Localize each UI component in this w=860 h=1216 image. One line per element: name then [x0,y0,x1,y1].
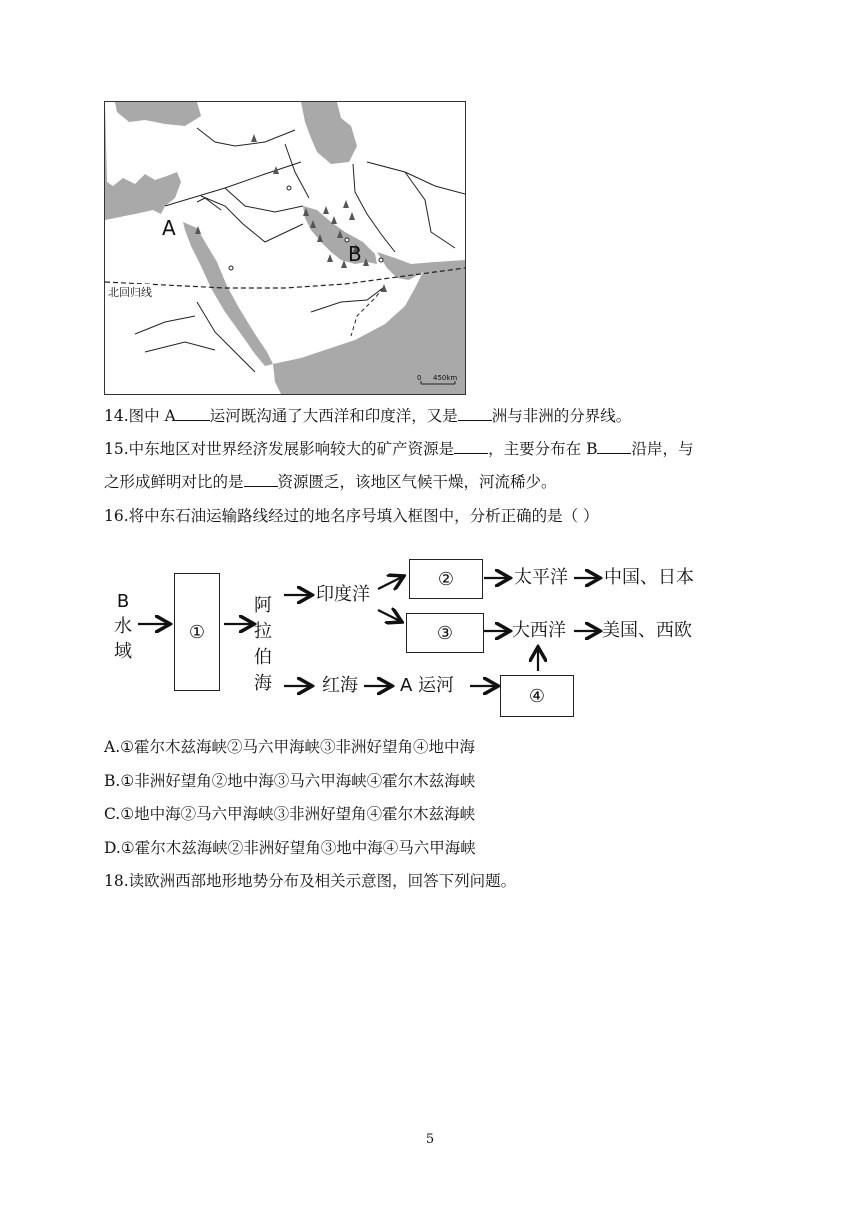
caspian-sea [301,102,357,164]
destination-atlantic: 美国、西欧 [602,620,692,641]
answer-blank[interactable] [597,439,631,454]
arabian-sea-label: 阿 拉 伯 海 [254,595,272,694]
destination-pacific: 中国、日本 [604,567,694,588]
page-number: 5 [425,1132,435,1147]
question-16: 16.将中东石油运输路线经过的地名序号填入框图中，分析正确的是（ ） [104,507,599,525]
answer-box-2[interactable]: ② [409,559,483,599]
b-water-label: B 水 域 [114,591,132,662]
answer-blank[interactable] [458,406,492,421]
atlantic-label: 大西洋 [512,620,566,641]
answer-box-1[interactable]: ① [174,573,220,691]
scale-text: 450km [433,374,458,382]
answer-blank[interactable] [176,406,210,421]
option-d[interactable]: D.①霍尔木兹海峡②非洲好望角③地中海④马六甲海峡 [104,839,476,857]
answer-box-4[interactable]: ④ [500,675,574,717]
canal-label: A 运河 [400,675,455,696]
question-18: 18.读欧洲西部地形地势分布及相关示意图，回答下列问题。 [104,872,517,890]
black-sea [115,102,201,126]
option-c[interactable]: C.①地中海②马六甲海峡③非洲好望角④霍尔木兹海峡 [104,805,476,823]
answer-blank[interactable] [454,439,488,454]
question-15-line2: 之形成鲜明对比的是 资源匮乏，该地区气候干燥，河流稀少。 [104,473,557,491]
oil-route-diagram [104,555,744,725]
scale-zero: 0 [417,374,422,382]
red-sea-label: 红海 [322,675,358,696]
map-label-b: B [348,242,362,266]
map-label-a: A [162,216,176,240]
middle-east-map [104,101,466,395]
answer-blank[interactable] [244,472,278,487]
question-14: 14.图中 A 运河既沟通了大西洋和印度洋，又是 洲与非洲的分界线。 [104,407,632,425]
pacific-label: 太平洋 [514,567,568,588]
option-a[interactable]: A.①霍尔木兹海峡②马六甲海峡③非洲好望角④地中海 [104,738,476,756]
tropic-label: 北回归线 [108,286,152,299]
indian-ocean-label: 印度洋 [316,584,370,605]
option-b[interactable]: B.①非洲好望角②地中海③马六甲海峡④霍尔木兹海峡 [104,772,476,790]
oil-field-markers [195,134,387,292]
map-graphic [105,102,465,394]
question-15: 15.中东地区对世界经济发展影响较大的矿产资源是 ，主要分布在 B 沿岸，与 [104,440,694,458]
answer-box-3[interactable]: ③ [406,613,484,653]
